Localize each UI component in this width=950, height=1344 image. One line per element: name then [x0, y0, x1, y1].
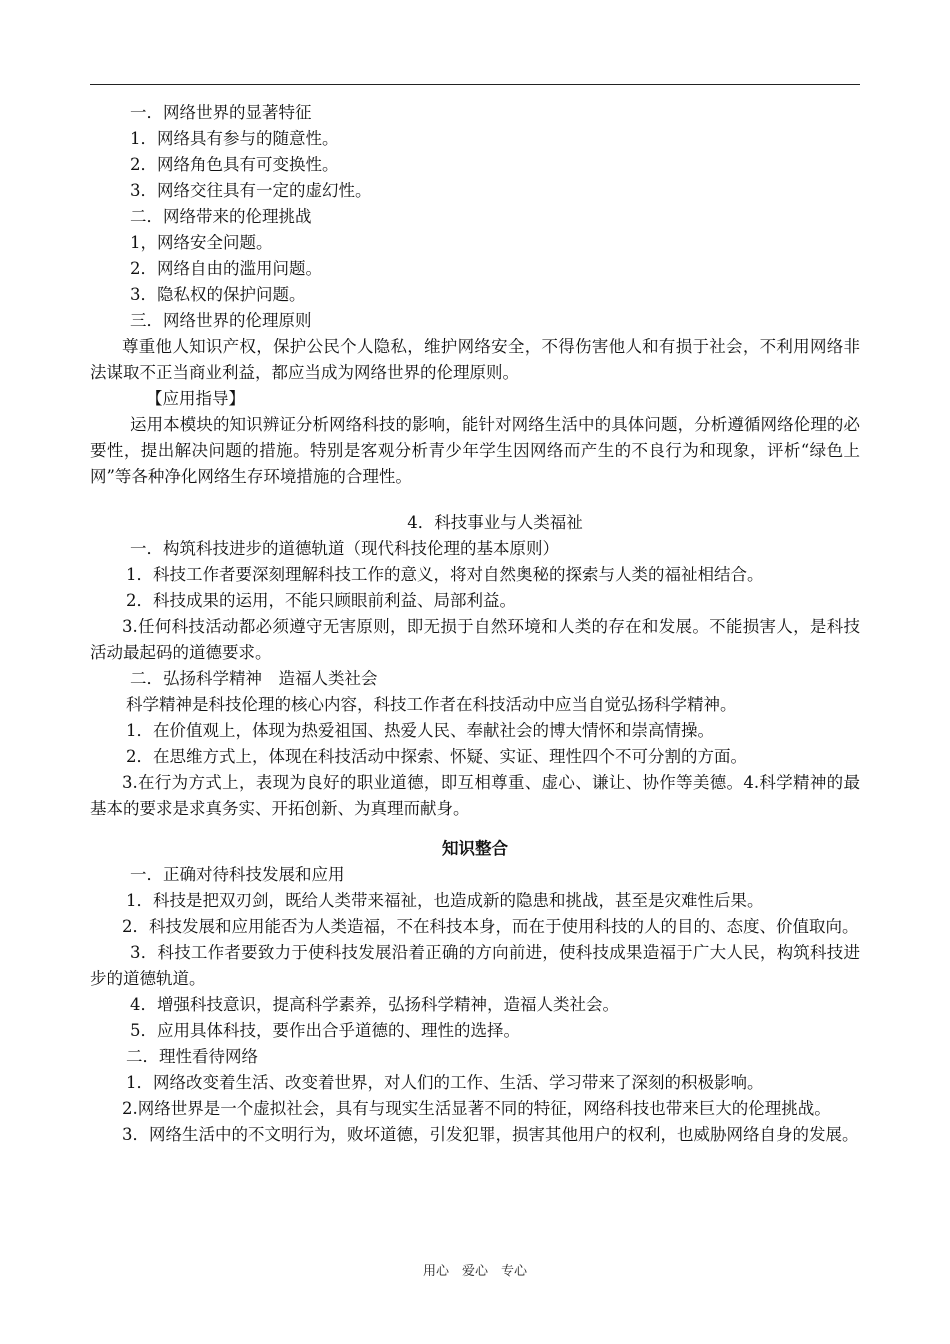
- list-item: 1，网络安全问题。: [130, 233, 273, 252]
- spacer: [90, 822, 860, 836]
- paragraph: 3.任何科技活动都必须遵守无害原则，即无损于自然环境和人类的存在和发展。不能损害人，是科技活动最起码的道德要求。: [90, 617, 860, 662]
- list-item: 1．科技是把双刃剑，既给人类带来福祉，也造成新的隐患和挑战，甚至是灾难性后果。: [126, 891, 764, 910]
- paragraph: 3．网络生活中的不文明行为，败坏道德，引发犯罪，损害其他用户的权利，也威胁网络自身的发展。: [122, 1125, 859, 1144]
- list-item: 3．隐私权的保护问题。: [130, 285, 306, 304]
- list-item: 1．网络具有参与的随意性。: [130, 129, 339, 148]
- list-item: 2．科技成果的运用，不能只顾眼前利益、局部利益。: [126, 591, 516, 610]
- paragraph: 科学精神是科技伦理的核心内容，科技工作者在科技活动中应当自觉弘扬科学精神。: [126, 695, 737, 714]
- document-body: [90, 100, 860, 1148]
- paragraph: 2.网络世界是一个虚拟社会，具有与现实生活显著不同的特征，网络科技也带来巨大的伦理挑战。: [122, 1099, 831, 1118]
- list-item: 3．网络交往具有一定的虚幻性。: [130, 181, 372, 200]
- heading-network-principles: 三．网络世界的伦理原则: [130, 311, 312, 330]
- list-item: 2．网络角色具有可变换性。: [130, 155, 339, 174]
- list-item: 1．在价值观上，体现为热爱祖国、热爱人民、奉献社会的博大情怀和崇高情操。: [126, 721, 714, 740]
- list-item: 2．在思维方式上，体现在科技活动中探索、怀疑、实证、理性四个不可分割的方面。: [126, 747, 747, 766]
- guide-title: 【应用指导】: [146, 389, 245, 408]
- header-rule: [90, 84, 860, 85]
- list-item: 4．增强科技意识，提高科学素养，弘扬科学精神，造福人类社会。: [130, 995, 619, 1014]
- summary-title: 知识整合: [442, 839, 508, 858]
- paragraph: 3．科技工作者要致力于使科技发展沿着正确的方向前进，使科技成果造福于广大人民，构筑科技进步的道德轨道。: [90, 943, 860, 988]
- section-title: 4．科技事业与人类福祉: [407, 513, 583, 532]
- list-item: 1．科技工作者要深刻理解科技工作的意义，将对自然奥秘的探索与人类的福祉相结合。: [126, 565, 764, 584]
- heading-tech-development: 一．正确对待科技发展和应用: [130, 865, 345, 884]
- page-footer: 用心 爱心 专心: [422, 1264, 527, 1279]
- list-item: 1．网络改变着生活、改变着世界，对人们的工作、生活、学习带来了深刻的积极影响。: [126, 1073, 764, 1092]
- paragraph: 尊重他人知识产权，保护公民个人隐私，维护网络安全，不得伤害他人和有损于社会，不利用网络非法谋取不正当商业利益，都应当成为网络世界的伦理原则。: [90, 337, 860, 382]
- paragraph: 3.在行为方式上，表现为良好的职业道德，即互相尊重、虚心、谦让、协作等美德。4.科学精神的最基本的要求是求真务实、开拓创新、为真理而献身。: [90, 773, 860, 818]
- heading-moral-track: 一．构筑科技进步的道德轨道（现代科技伦理的基本原则）: [130, 539, 559, 558]
- heading-science-spirit: 二．弘扬科学精神 造福人类社会: [130, 669, 378, 688]
- paragraph: 2．科技发展和应用能否为人类造福，不在科技本身，而在于使用科技的人的目的、态度、价值取向。: [122, 917, 859, 936]
- spacer: [90, 490, 860, 510]
- heading-network-features: 一．网络世界的显著特征: [130, 103, 312, 122]
- heading-view-network: 二．理性看待网络: [126, 1047, 258, 1066]
- paragraph: 运用本模块的知识辨证分析网络科技的影响，能针对网络生活中的具体问题，分析遵循网络伦理的必要性，提出解决问题的措施。特别是客观分析青少年学生因网络而产生的不良行为和现象，评析“绿色上网”等各种净化网络生存环境措施的合理性。: [90, 415, 860, 486]
- heading-network-challenges: 二．网络带来的伦理挑战: [130, 207, 312, 226]
- list-item: 5．应用具体科技，要作出合乎道德的、理性的选择。: [130, 1021, 520, 1040]
- list-item: 2．网络自由的滥用问题。: [130, 259, 322, 278]
